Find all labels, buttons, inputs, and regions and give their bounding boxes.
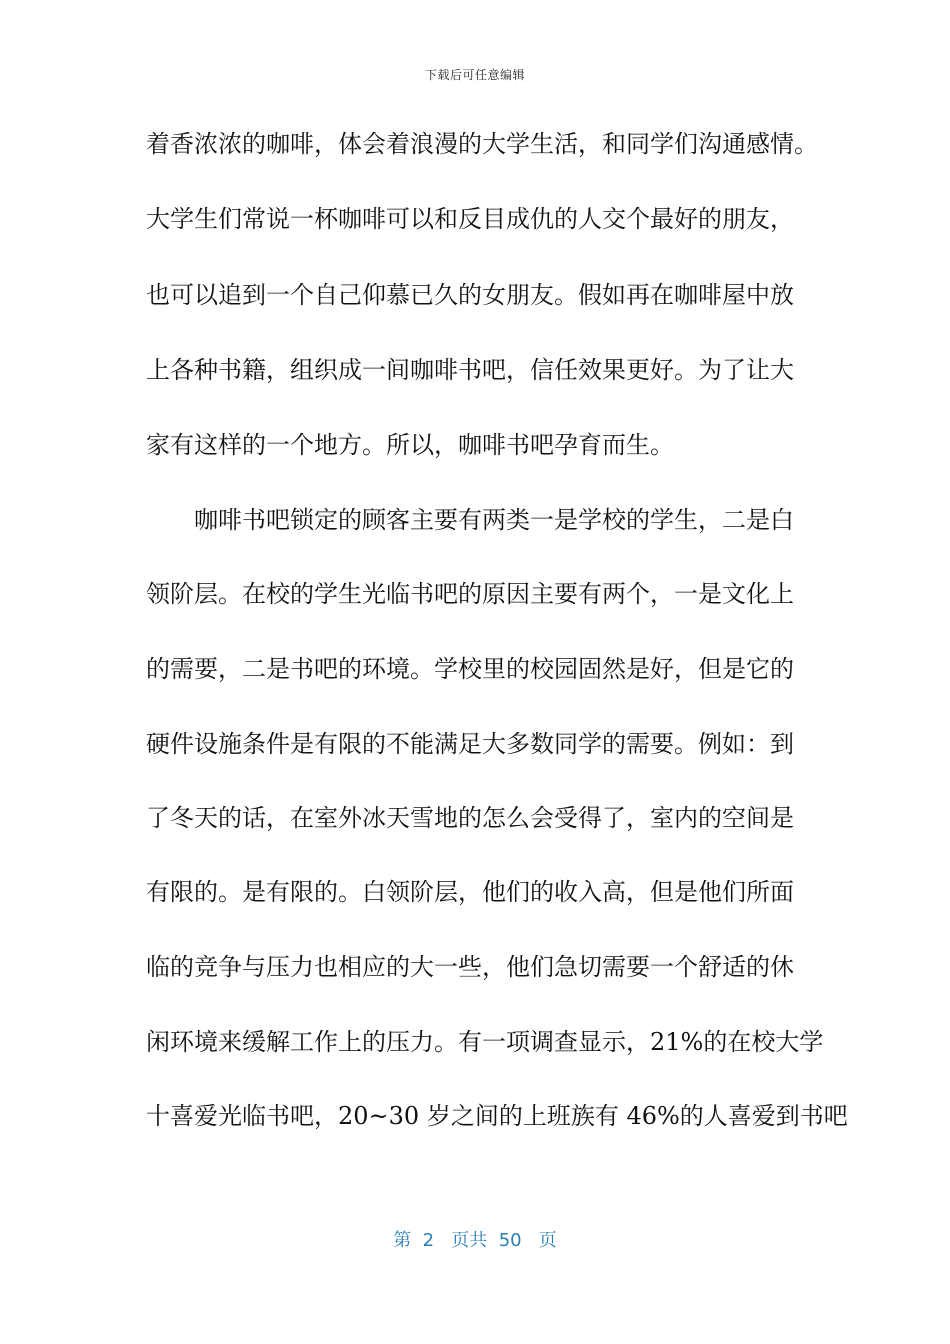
text-line: 咖啡书吧锁定的顾客主要有两类一是学校的学生，二是白 <box>146 506 794 534</box>
text-line: 家有这样的一个地方。所以，咖啡书吧孕育而生。 <box>146 431 674 459</box>
text-line: 临的竞争与压力也相应的大一些，他们急切需要一个舒适的休 <box>146 953 794 981</box>
text-line: 着香浓浓的咖啡，体会着浪漫的大学生活，和同学们沟通感情。 <box>146 130 818 158</box>
text-line: 闲环境来缓解工作上的压力。有一项调查显示，21%的在校大学 <box>146 1028 824 1056</box>
text-line: 大学生们常说一杯咖啡可以和反目成仇的人交个最好的朋友， <box>146 205 794 233</box>
text-line: 的需要，二是书吧的环境。学校里的校园固然是好，但是它的 <box>146 655 794 683</box>
text-line: 也可以追到一个自己仰慕已久的女朋友。假如再在咖啡屋中放 <box>146 281 794 309</box>
page-header: 下载后可任意编辑 <box>424 68 525 82</box>
text-line: 了冬天的话，在室外冰天雪地的怎么会受得了，室内的空间是 <box>146 804 794 832</box>
page-number-footer: 第 2 页共 50 页 <box>393 1230 557 1251</box>
text-line: 硬件设施条件是有限的不能满足大多数同学的需要。例如：到 <box>146 730 794 758</box>
text-line: 上各种书籍，组织成一间咖啡书吧，信任效果更好。为了让大 <box>146 356 794 384</box>
text-line: 领阶层。在校的学生光临书吧的原因主要有两个，一是文化上 <box>146 580 794 608</box>
text-line: 有限的。是有限的。白领阶层，他们的收入高，但是他们所面 <box>146 878 794 906</box>
text-line: 十喜爱光临书吧，20~30 岁之间的上班族有 46%的人喜爱到书吧 <box>146 1102 848 1130</box>
